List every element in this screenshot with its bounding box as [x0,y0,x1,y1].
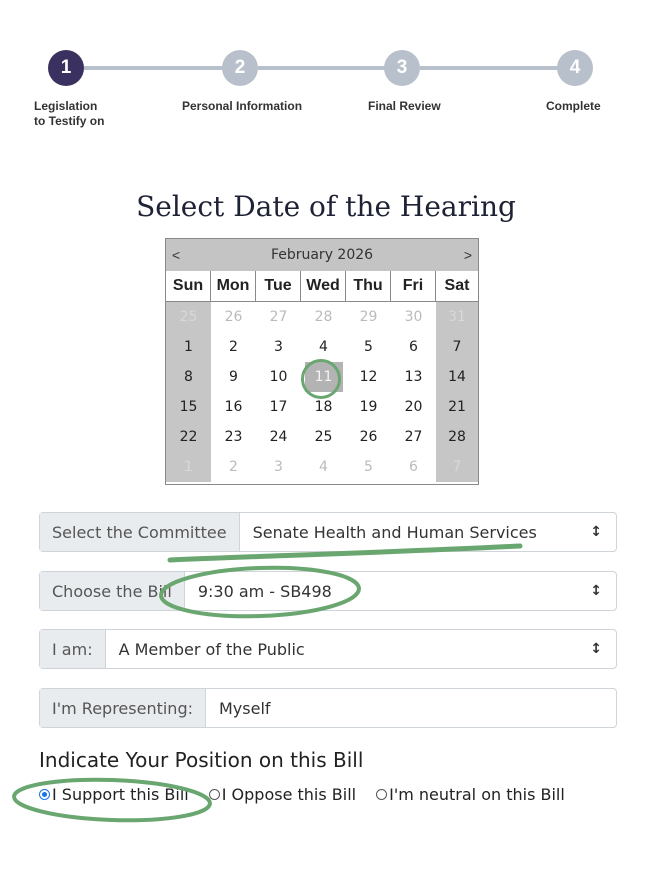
neutral-radio[interactable] [376,789,387,800]
step-connector [84,66,224,70]
calendar-day-number: 18 [314,399,333,415]
calendar-day-number: 5 [364,459,373,475]
calendar-day[interactable] [436,422,478,452]
calendar-grid [166,271,478,482]
committee-value: Senate Health and Human Services [252,522,537,542]
calendar-day[interactable] [301,452,346,482]
weekday-header: Fri [391,271,436,302]
calendar-day-number: 24 [269,429,288,445]
calendar-day[interactable] [391,392,436,422]
calendar-day[interactable] [211,392,256,422]
oppose-radio[interactable] [209,789,220,800]
weekday-header: Mon [211,271,256,302]
calendar-day-number: 7 [452,339,462,355]
progress-stepper [0,0,652,140]
step-3-circle[interactable]: 3 [384,50,420,86]
support-radio[interactable] [39,789,50,800]
calendar-day[interactable] [166,362,211,392]
representing-label: I'm Representing: [40,689,206,727]
calendar-day-number: 1 [184,339,193,355]
weekday-header: Tue [256,271,301,302]
step-1-circle[interactable]: 1 [48,50,84,86]
calendar-day[interactable] [166,452,211,482]
calendar-day[interactable] [346,452,391,482]
committee-select-control[interactable] [240,513,616,551]
calendar-day-number: 13 [404,369,423,385]
bill-label: Choose the Bill [40,572,185,610]
calendar-day-number: 27 [269,309,288,325]
calendar-day[interactable] [391,332,436,362]
calendar-day-number: 7 [452,459,462,475]
calendar-day-number: 17 [269,399,288,415]
oppose-label: I Oppose this Bill [221,785,357,804]
calendar-day-number: 4 [319,459,328,475]
calendar-day-number: 2 [229,459,238,475]
representing-input[interactable] [206,689,616,727]
hearing-date-calendar [165,238,479,485]
calendar-day[interactable] [256,452,301,482]
calendar-day-number: 28 [448,429,466,445]
calendar-day[interactable] [166,332,211,362]
calendar-day-selected[interactable] [301,362,346,392]
calendar-day-number: 28 [314,309,333,325]
iam-value: A Member of the Public [118,639,305,659]
bill-select[interactable] [39,571,617,611]
representing-field[interactable] [39,688,617,728]
calendar-day-number: 15 [179,399,198,415]
oppose-option[interactable] [209,785,356,804]
calendar-day-number: 5 [364,339,373,355]
calendar-day[interactable] [211,332,256,362]
calendar-day[interactable] [211,362,256,392]
weekday-header: Sun [166,271,211,302]
calendar-day[interactable] [436,392,478,422]
calendar-day-number: 27 [404,429,423,445]
calendar-day[interactable] [211,422,256,452]
calendar-day[interactable] [436,362,478,392]
prev-month-button[interactable]: < [172,247,181,263]
calendar-month-label: February 2026 [270,247,374,263]
calendar-day[interactable] [301,332,346,362]
support-label: I Support this Bill [52,785,189,804]
calendar-day-number: 30 [404,309,423,325]
step-1-label-line1: Legislation [34,99,98,113]
step-2-label: Personal Information [182,99,303,113]
calendar-day[interactable] [346,332,391,362]
calendar-day[interactable] [166,422,211,452]
calendar-day-number: 22 [179,429,198,445]
calendar-day[interactable] [256,362,301,392]
weekday-header: Thu [346,271,391,302]
calendar-day-number: 31 [448,309,466,325]
calendar-day-number: 19 [359,399,378,415]
page-title: Select Date of the Hearing [136,190,516,223]
calendar-day-number: 3 [274,339,283,355]
calendar-day-number: 21 [448,399,466,415]
calendar-day[interactable] [346,392,391,422]
calendar-day-number: 2 [229,339,238,355]
calendar-day-number: 25 [179,309,198,325]
calendar-day[interactable] [166,302,211,332]
calendar-day-number: 9 [229,369,238,385]
calendar-day-number: 12 [359,369,378,385]
calendar-day-number: 4 [319,339,328,355]
calendar-day-number: 29 [359,309,378,325]
calendar-day-number: 10 [269,369,288,385]
calendar-day[interactable] [256,332,301,362]
calendar-day[interactable] [436,302,478,332]
calendar-day[interactable] [346,302,391,332]
iam-select[interactable] [39,629,617,669]
position-title: Indicate Your Position on this Bill [39,748,364,772]
calendar-day[interactable] [391,452,436,482]
representing-value: Myself [218,698,271,718]
calendar-day[interactable] [391,302,436,332]
calendar-day[interactable] [301,422,346,452]
neutral-label: I'm neutral on this Bill [389,785,565,804]
calendar-day[interactable] [211,452,256,482]
calendar-day[interactable] [346,422,391,452]
step-2-circle[interactable]: 2 [222,50,258,86]
step-connector [258,66,386,70]
calendar-day-number: 23 [224,429,243,445]
calendar-day-number: 6 [409,339,418,355]
step-4-circle[interactable]: 4 [557,50,593,86]
calendar-day-number: 26 [224,309,243,325]
weekday-header: Sat [436,271,478,302]
calendar-day-number: 20 [404,399,423,415]
calendar-header [166,239,478,271]
calendar-day-number: 6 [409,459,418,475]
calendar-day-number: 26 [359,429,378,445]
step-1-label [34,99,104,129]
calendar-day[interactable] [301,392,346,422]
step-1-label-line2: to Testify on [34,114,105,128]
calendar-day[interactable] [166,392,211,422]
calendar-day[interactable] [436,332,478,362]
calendar-day[interactable] [211,302,256,332]
weekday-header: Wed [301,271,346,302]
step-3-label: Final Review [368,99,441,113]
iam-select-control[interactable] [106,630,616,668]
select-arrows-icon: ↕ [590,583,602,599]
committee-label: Select the Committee [40,513,240,551]
calendar-day[interactable] [391,422,436,452]
next-month-button[interactable]: > [463,247,472,263]
calendar-day[interactable] [346,362,391,392]
bill-value: 9:30 am - SB498 [197,581,332,601]
calendar-day-number: 16 [224,399,243,415]
position-radio-group [39,785,585,804]
select-arrows-icon: ↕ [590,641,602,657]
step-connector [420,66,558,70]
calendar-day-number: 14 [448,369,466,385]
iam-label: I am: [40,630,106,668]
neutral-option[interactable] [376,785,565,804]
calendar-day-number: 25 [314,429,333,445]
bill-select-control[interactable] [185,572,616,610]
step-4-label: Complete [546,99,601,113]
calendar-day-number: 1 [184,459,193,475]
calendar-day-number: 3 [274,459,283,475]
support-option[interactable] [39,785,189,804]
select-arrows-icon: ↕ [590,524,602,540]
calendar-day[interactable] [256,422,301,452]
calendar-day-number: 8 [184,369,193,385]
calendar-day[interactable] [391,362,436,392]
committee-select[interactable] [39,512,617,552]
calendar-day-number: 11 [305,362,343,392]
calendar-day[interactable] [436,452,478,482]
calendar-day[interactable] [256,392,301,422]
calendar-day[interactable] [256,302,301,332]
calendar-day[interactable] [301,302,346,332]
